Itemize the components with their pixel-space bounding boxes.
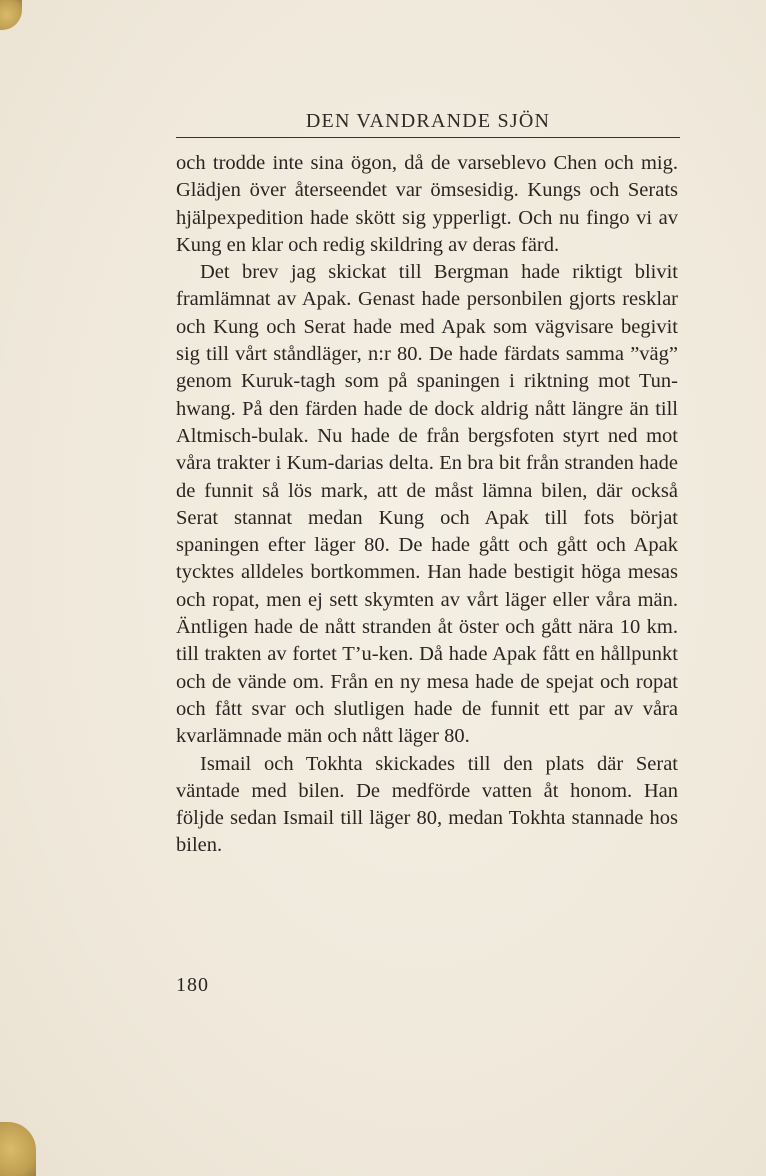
paragraph-2: Det brev jag skickat till Bergman hade riktigt blivit framlämnat av Apak. Genast hade personbilen gjorts resklar och Kung och Serat hade med Apak som vägvisare begivit sig till vårt ståndläger, n:r 80. De hade färdats samma ”väg” genom Kuruk-tagh som på spaningen i riktning mot Tun-hwang. På den färden hade de dock aldrig nått längre än till Altmisch-bulak. Nu hade de från bergsfoten styrt ned mot våra trakter i Kum-darias delta. En bra bit från stranden hade de funnit så lös mark, att de måst lämna bilen, där också Serat stannat medan Kung och Apak till fots börjat spaningen efter läger 80. De hade gått och gått och Apak tycktes alldeles bortkommen. Han hade bestigit höga mesas och ropat, men ej sett skymten av vårt läger eller våra män. Äntligen hade de nått stranden åt öster och gått nära 10 km. till trakten av fortet T’u-ken. Då hade Apak fått en hållpunkt och de vände om. Från en ny mesa hade de spejat och ropat och fått svar och slutligen hade de funnit ett par av våra kvarlämnade män och nått läger 80. [176,261,678,748]
running-header: DEN VANDRANDE SJÖN [305,110,551,132]
body-text [176,150,678,860]
paragraph-1: och trodde inte sina ögon, då de varseblevo Chen och mig. Glädjen över återseendet var ömsesidig. Kungs och Serats hjälpexpedition hade skött sig ypperligt. Och nu fingo vi av Kung en klar och redig skildring av deras färd. [176,152,678,256]
page-number: 180 [176,974,209,996]
header-rule [176,137,680,138]
paragraph-3: Ismail och Tokhta skickades till den plats där Serat väntade med bilen. De medförde vatten åt honom. Han följde sedan Ismail till läger 80, medan Tokhta stannade hos bilen. [176,752,678,857]
